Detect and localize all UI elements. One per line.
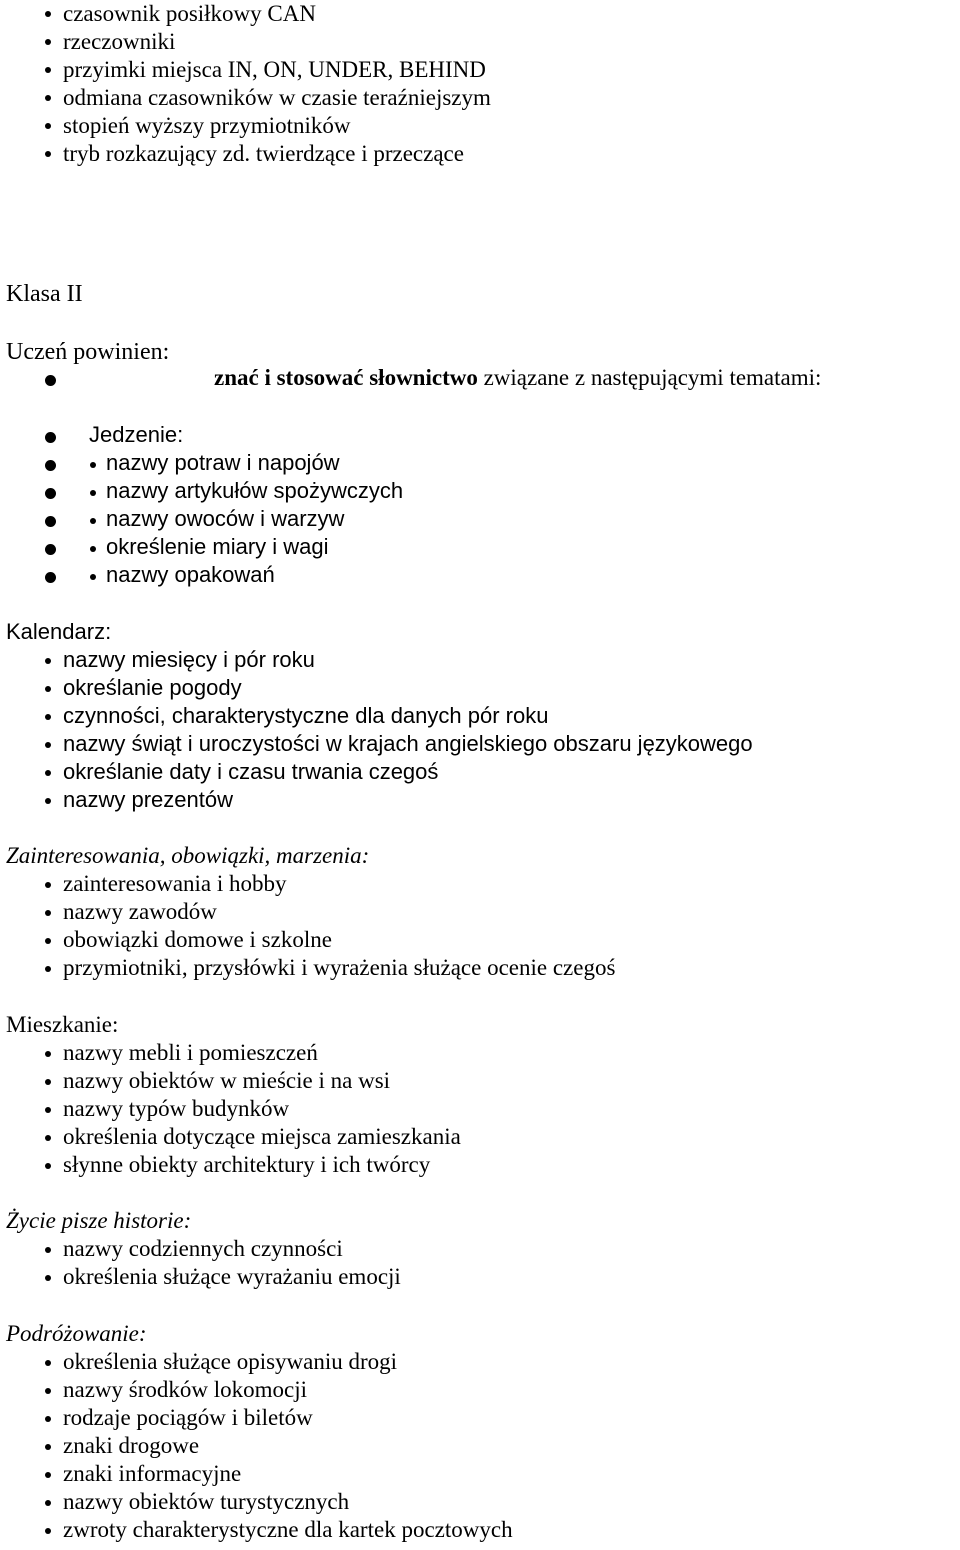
bullet-icon (90, 546, 96, 552)
section-title: Zainteresowania, obowiązki, marzenia: (6, 843, 370, 868)
bullet-icon (45, 1051, 51, 1057)
list-item: nazwy środków lokomocji (63, 1377, 308, 1402)
class-title: Klasa II (6, 281, 83, 307)
bullet-icon (45, 1500, 51, 1506)
list-item: znaki drogowe (63, 1433, 200, 1458)
list-item: nazwy zawodów (63, 899, 217, 924)
list-item: odmiana czasowników w czasie teraźniejszym (63, 85, 491, 110)
bullet-icon (45, 11, 51, 17)
bullet-icon (45, 1275, 51, 1281)
bullet-icon (45, 572, 56, 583)
bullet-icon (45, 1416, 51, 1422)
bullet-icon (45, 460, 56, 471)
bullet-icon (45, 1472, 51, 1478)
list-item: przymiotniki, przysłówki i wyrażenia służące ocenie czegoś (63, 955, 616, 980)
list-item: określenie miary i wagi (106, 534, 329, 559)
section-title: Jedzenie: (89, 422, 184, 447)
bullet-icon (45, 1388, 51, 1394)
bullet-icon (45, 882, 51, 888)
bullet-icon (45, 742, 51, 748)
list-item: czynności, charakterystyczne dla danych pór roku (63, 703, 549, 728)
list-item: nazwy prezentów (63, 787, 233, 812)
list-item: nazwy opakowań (106, 562, 275, 587)
section-title: Życie pisze historie: (6, 1208, 192, 1233)
bullet-icon (45, 966, 51, 972)
bullet-icon (45, 516, 56, 527)
bullet-icon (45, 938, 51, 944)
bullet-icon (45, 1247, 51, 1253)
vocab-intro-bold: znać i stosować słownictwo (214, 365, 478, 390)
bullet-icon (45, 123, 51, 129)
bullet-icon (45, 658, 51, 664)
list-item: nazwy obiektów w mieście i na wsi (63, 1068, 391, 1093)
list-item: nazwy artykułów spożywczych (106, 478, 404, 503)
list-item: określenia służące wyrażaniu emocji (63, 1264, 401, 1289)
list-item: znaki informacyjne (63, 1461, 242, 1486)
bullet-icon (45, 67, 51, 73)
bullet-icon (45, 544, 56, 555)
bullet-icon (45, 910, 51, 916)
list-item: nazwy świąt i uroczystości w krajach angielskiego obszaru językowego (63, 731, 753, 756)
bullet-icon (45, 1360, 51, 1366)
list-item: nazwy mebli i pomieszczeń (63, 1040, 318, 1065)
student-should-heading: Uczeń powinien: (6, 339, 170, 365)
section-title: Mieszkanie: (6, 1012, 119, 1037)
bullet-icon (90, 462, 96, 468)
bullet-icon (90, 490, 96, 496)
list-item: określanie daty i czasu trwania czegoś (63, 759, 439, 784)
bullet-icon (45, 1444, 51, 1450)
bullet-icon (45, 151, 51, 157)
list-item: czasownik posiłkowy CAN (63, 1, 316, 26)
bullet-icon (45, 1135, 51, 1141)
list-item: określenia dotyczące miejsca zamieszkania (63, 1124, 461, 1149)
list-item: tryb rozkazujący zd. twierdzące i przeczące (63, 141, 464, 166)
list-item: nazwy typów budynków (63, 1096, 290, 1121)
bullet-icon (45, 1163, 51, 1169)
bullet-icon (45, 39, 51, 45)
list-item: określenia służące opisywaniu drogi (63, 1349, 398, 1374)
bullet-icon (45, 798, 51, 804)
list-item: określanie pogody (63, 675, 242, 700)
bullet-icon (45, 432, 56, 443)
list-item: zwroty charakterystyczne dla kartek pocztowych (63, 1517, 513, 1542)
list-item: nazwy owoców i warzyw (106, 506, 345, 531)
bullet-icon (45, 95, 51, 101)
vocab-intro (214, 364, 821, 392)
section-title: Podróżowanie: (6, 1321, 147, 1346)
bullet-icon (45, 770, 51, 776)
list-item: rzeczowniki (63, 29, 176, 54)
vocab-intro-rest: związane z następującymi tematami: (477, 365, 822, 390)
bullet-icon (45, 375, 56, 386)
bullet-icon (90, 574, 96, 580)
list-item: obowiązki domowe i szkolne (63, 927, 332, 952)
list-item: stopień wyższy przymiotników (63, 113, 351, 138)
list-item: nazwy obiektów turystycznych (63, 1489, 350, 1514)
bullet-icon (45, 714, 51, 720)
list-item: nazwy codziennych czynności (63, 1236, 343, 1261)
list-item: nazwy potraw i napojów (106, 450, 340, 475)
bullet-icon (45, 1079, 51, 1085)
bullet-icon (45, 488, 56, 499)
section-title: Kalendarz: (6, 619, 112, 644)
bullet-icon (45, 686, 51, 692)
list-item: rodzaje pociągów i biletów (63, 1405, 313, 1430)
bullet-icon (90, 518, 96, 524)
list-item: zainteresowania i hobby (63, 871, 287, 896)
list-item: słynne obiekty architektury i ich twórcy (63, 1152, 431, 1177)
list-item: nazwy miesięcy i pór roku (63, 647, 315, 672)
bullet-icon (45, 1107, 51, 1113)
bullet-icon (45, 1528, 51, 1534)
list-item: przyimki miejsca IN, ON, UNDER, BEHIND (63, 57, 486, 82)
